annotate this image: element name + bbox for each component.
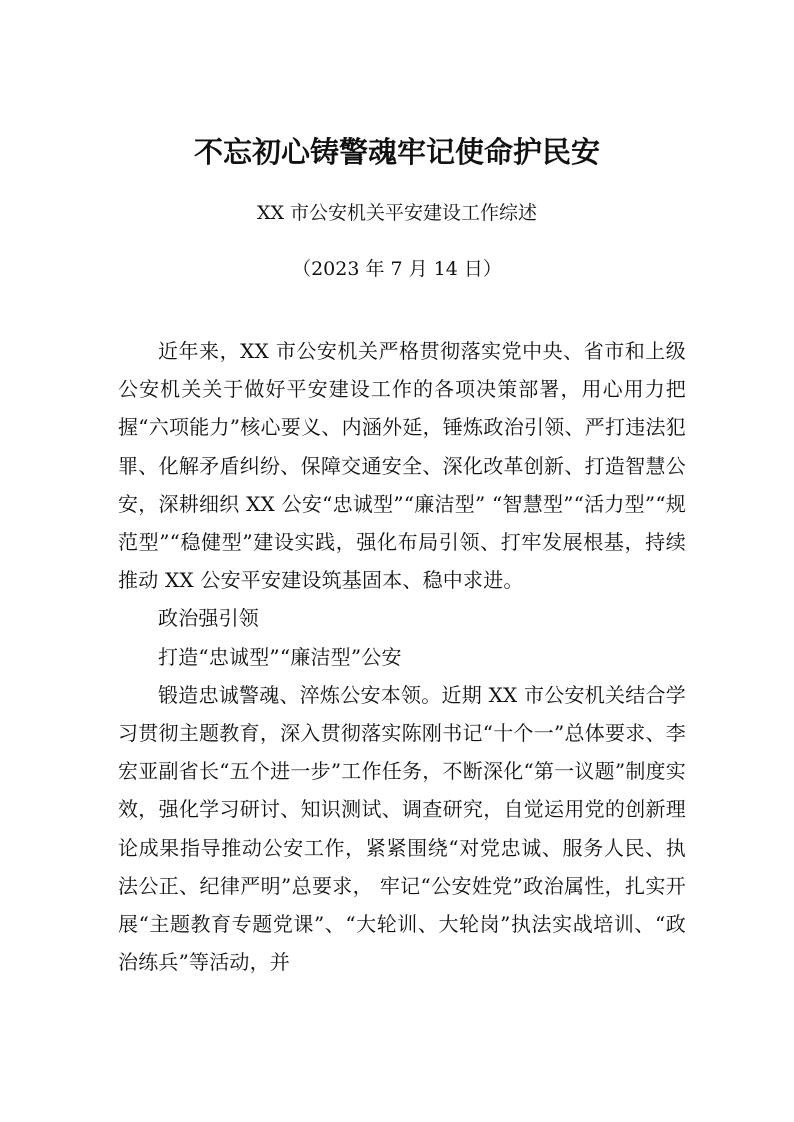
intro-paragraph: 近年来，XX 市公安机关严格贯彻落实党中央、省市和上级公安机关关于做好平安建设工作的各项决策部署，用心用力把握“六项能力”核心要义、内涵外延，锤炼政治引领、严打违法犯罪、化解矛盾纠纷、保障交通安全、深化改革创新、打造智慧公安，深耕细织 XX 公安“忠诚型”“廉洁型” “智慧型”“活力型”“规范型”“稳健型”建设实践，强化布局引领、打牢发展根基，持续推动 XX 公安平安建设筑基固本、稳中求进。	[118, 339, 686, 593]
document-title: 不忘初心铸警魂牢记使命护民安	[193, 135, 600, 169]
document-subtitle: XX 市公安机关平安建设工作综述	[256, 202, 538, 224]
section-heading: 政治强引领	[158, 606, 259, 631]
document-body	[118, 332, 686, 981]
document-date: （2023 年 7 月 14 日）	[292, 258, 502, 280]
body-paragraph: 锻造忠诚警魂、淬炼公安本领。近期 XX 市公安机关结合学习贯彻主题教育，深入贯彻落实陈刚书记“十个一”总体要求、李宏亚副省长“五个进一步”工作任务，不断深化“第一议题”制度实效，强化学习研讨、知识测试、调查研究，自觉运用党的创新理论成果指导推动公安工作，紧紧围绕“对党忠诚、服务人民、执法公正、纪律严明”总要求， 牢记“公安姓党”政治属性，扎实开展“主题教育专题党课”、“大轮训、大轮岗”执法实战培训、“政治练兵”等活动，并	[118, 682, 686, 975]
section-subheading: 打造“忠诚型”“廉洁型”公安	[158, 644, 402, 669]
